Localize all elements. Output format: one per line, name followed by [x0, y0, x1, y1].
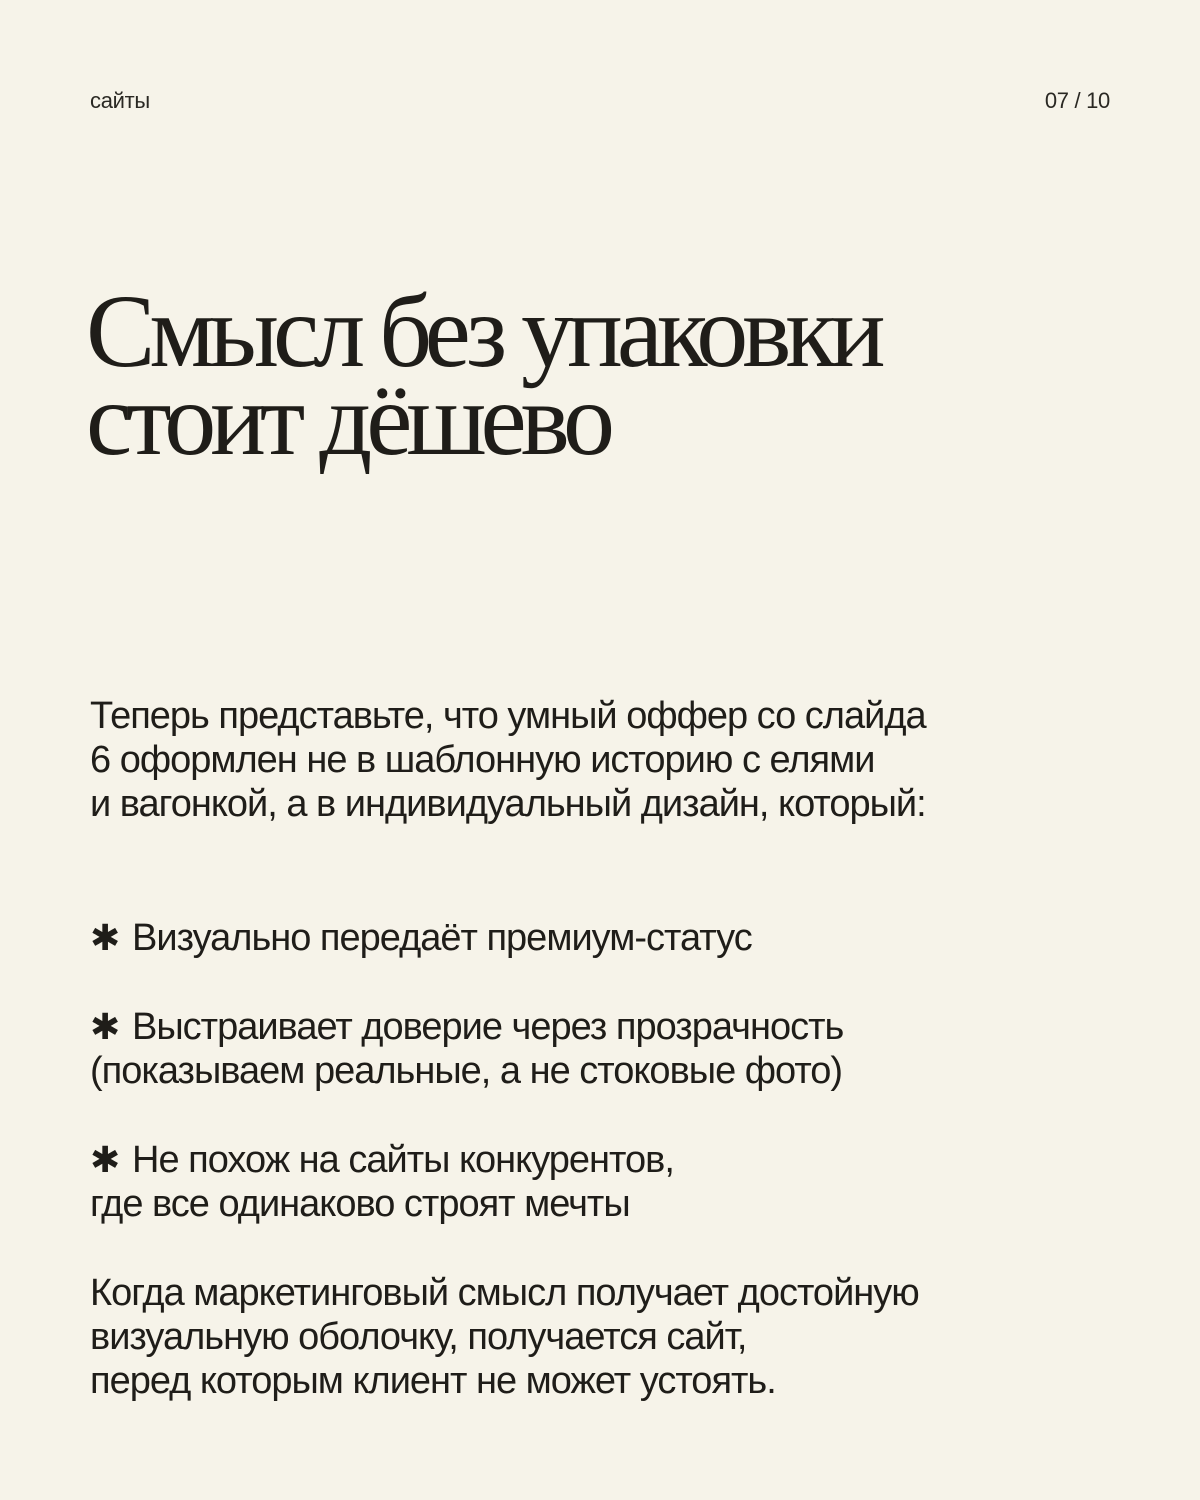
page-counter: 07 / 10 — [1044, 88, 1110, 113]
outro-line-1: Когда маркетинговый смысл получает достойную — [90, 1272, 919, 1314]
intro-line-2: 6 оформлен не в шаблонную историю с елями — [90, 739, 875, 781]
bullet-item-unique — [90, 1138, 1130, 1226]
bullet-text-continued: где все одинаково строят мечты — [90, 1183, 630, 1225]
bullet-text: Не похож на сайты конкурентов, — [132, 1139, 674, 1181]
bullet-text: Визуально передаёт премиум-статус — [132, 917, 752, 959]
section-label: сайты — [90, 88, 150, 113]
slide-header — [90, 86, 1110, 116]
asterisk-icon: ✱ — [90, 917, 120, 958]
title-line-2: стоит дёшево — [86, 362, 610, 477]
bullet-text-continued: (показываем реальные, а не стоковые фото) — [90, 1050, 843, 1092]
outro-line-2: визуальную оболочку, получается сайт, — [90, 1316, 747, 1358]
outro-paragraph — [90, 1271, 1130, 1403]
bullet-item-premium — [90, 916, 1130, 960]
outro-line-3: перед которым клиент не может устоять. — [90, 1360, 776, 1402]
intro-line-1: Теперь представьте, что умный оффер со слайда — [90, 695, 926, 737]
intro-line-3: и вагонкой, а в индивидуальный дизайн, который: — [90, 783, 926, 825]
bullet-item-trust — [90, 1005, 1130, 1093]
bullet-text: Выстраивает доверие через прозрачность — [132, 1006, 844, 1048]
intro-paragraph — [90, 694, 1130, 826]
title-line-1: Смысл без упаковки — [86, 274, 880, 389]
slide-body — [90, 694, 1130, 1403]
asterisk-icon: ✱ — [90, 1139, 120, 1180]
slide-title — [86, 274, 1116, 477]
asterisk-icon: ✱ — [90, 1006, 120, 1047]
